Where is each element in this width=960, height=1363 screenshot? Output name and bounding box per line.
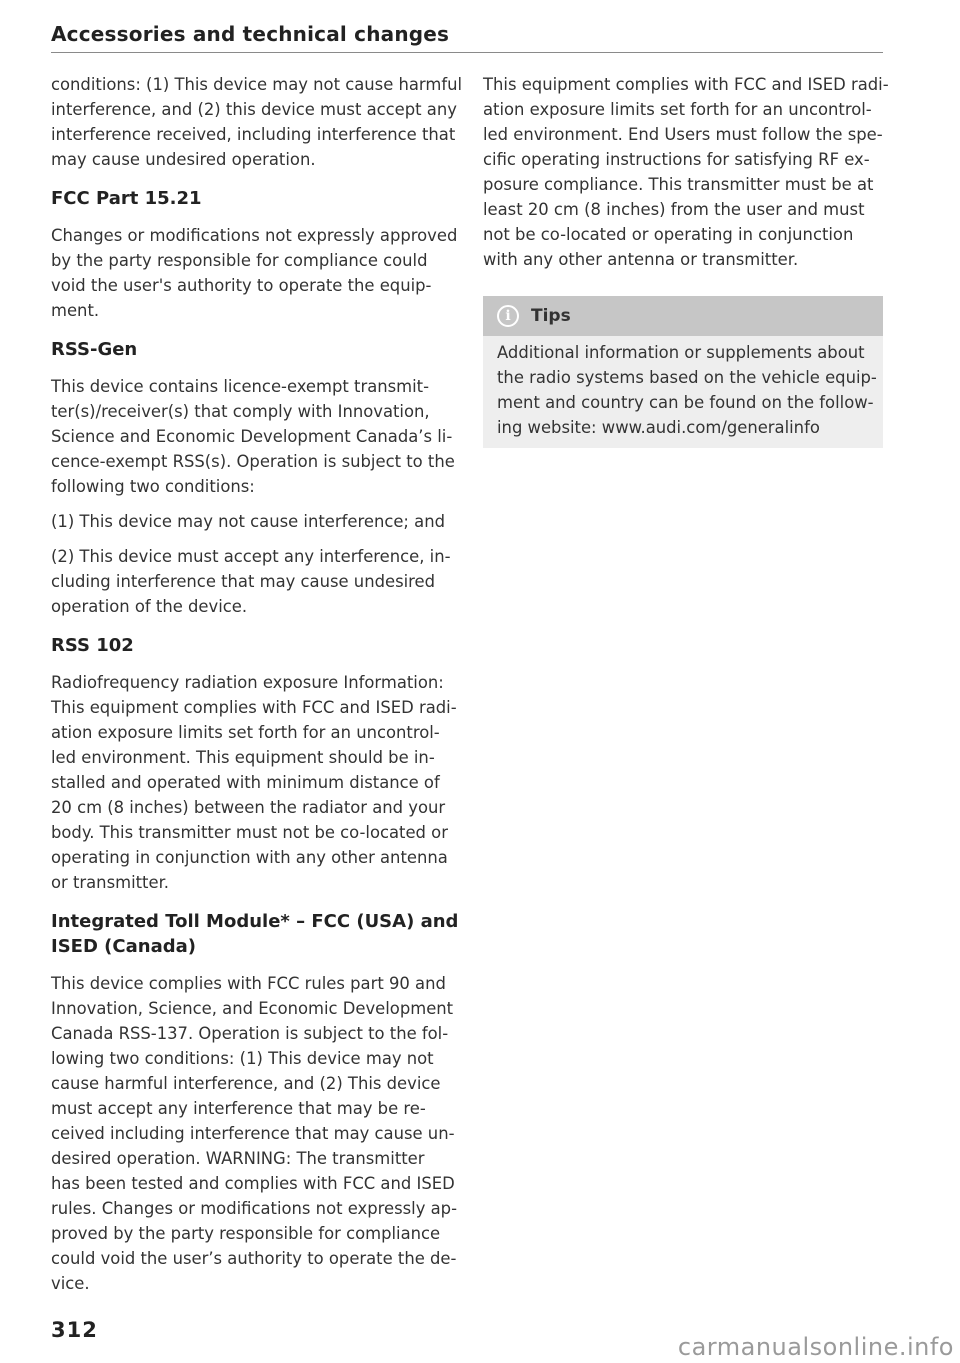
text-line: Innovation, Science, and Economic Development	[51, 999, 454, 1018]
text-line: RSS-Gen	[51, 339, 138, 360]
left-column	[51, 72, 463, 1306]
text-line: (1) This device may not cause interference; and	[51, 512, 445, 531]
tips-body	[483, 336, 883, 448]
text-line: proved by the party responsible for compliance	[51, 1224, 441, 1243]
text-line: Radiofrequency radiation exposure Information:	[51, 673, 444, 692]
text-line: vice.	[51, 1274, 90, 1293]
text-line: cluding interference that may cause undesired	[51, 572, 436, 591]
text-line: rules. Changes or modifications not expressly ap-	[51, 1199, 458, 1218]
text-line: RSS 102	[51, 635, 134, 656]
text-line: Science and Economic Development Canada’s li-	[51, 427, 453, 446]
right-column	[483, 72, 889, 448]
text-line: ceived including interference that may cause un-	[51, 1124, 455, 1143]
text-line: ter(s)/receiver(s) that comply with Innovation,	[51, 402, 430, 421]
paragraph	[51, 72, 463, 172]
text-line: FCC Part 15.21	[51, 188, 202, 209]
text-line: body. This transmitter must not be co-located or	[51, 823, 448, 842]
watermark: carmanualsonline.info	[677, 1333, 954, 1361]
text-line: (2) This device must accept any interference, in-	[51, 547, 451, 566]
text-line: ment.	[51, 301, 100, 320]
text-line: cause harmful interference, and (2) This device	[51, 1074, 441, 1093]
text-line: void the user's authority to operate the equip-	[51, 276, 432, 295]
text-line: led environment. End Users must follow the spe-	[483, 125, 883, 144]
text-line: operating in conjunction with any other antenna	[51, 848, 448, 867]
heading-rss-102	[51, 633, 451, 658]
text-line: stalled and operated with minimum distance of	[51, 773, 440, 792]
text-line: ation exposure limits set forth for an uncontrol-	[51, 723, 440, 742]
text-line: This device contains licence-exempt transmit-	[51, 377, 430, 396]
text-line: This equipment complies with FCC and ISED radi-	[51, 698, 457, 717]
text-line: 20 cm (8 inches) between the radiator and your	[51, 798, 446, 817]
text-line: This equipment complies with FCC and ISED radi-	[483, 75, 889, 94]
tips-label: Tips	[531, 306, 571, 326]
section-title: Accessories and technical changes	[51, 22, 450, 46]
text-line: Integrated Toll Module* – FCC (USA) and	[51, 911, 459, 932]
text-line: must accept any interference that may be re-	[51, 1099, 426, 1118]
text-line: with any other antenna or transmitter.	[483, 250, 799, 269]
text-line: ment and country can be found on the follow-	[497, 393, 874, 412]
text-line: the radio systems based on the vehicle equip-	[497, 368, 877, 387]
page-header	[51, 22, 883, 53]
paragraph	[51, 544, 451, 619]
text-line: Additional information or supplements about	[497, 343, 865, 362]
text-line: ation exposure limits set forth for an uncontrol-	[483, 100, 872, 119]
text-line: by the party responsible for compliance could	[51, 251, 428, 270]
text-line: lowing two conditions: (1) This device may not	[51, 1049, 434, 1068]
text-line: This device complies with FCC rules part 90 and	[51, 974, 446, 993]
text-line: ISED (Canada)	[51, 936, 196, 957]
heading-fcc-part-15-21	[51, 186, 451, 211]
tips-box	[483, 296, 883, 448]
text-line: may cause undesired operation.	[51, 150, 316, 169]
info-icon: i	[497, 305, 519, 327]
paragraph	[51, 670, 457, 895]
text-line: led environment. This equipment should be in-	[51, 748, 435, 767]
paragraph	[51, 374, 455, 499]
text-line: Canada RSS-137. Operation is subject to the fol-	[51, 1024, 449, 1043]
page-number: 312	[51, 1318, 98, 1342]
text-line: interference, and (2) this device must accept any	[51, 100, 457, 119]
heading-integrated-toll-module	[51, 909, 459, 959]
text-line: not be co-located or operating in conjunction	[483, 225, 854, 244]
text-line: following two conditions:	[51, 477, 255, 496]
paragraph	[51, 971, 458, 1296]
text-line: has been tested and complies with FCC and ISED	[51, 1174, 455, 1193]
text-line: posure compliance. This transmitter must be at	[483, 175, 874, 194]
text-line: ing website: www.audi.com/generalinfo	[497, 418, 820, 437]
text-line: or transmitter.	[51, 873, 170, 892]
tips-text	[497, 340, 877, 440]
heading-rss-gen	[51, 337, 451, 362]
text-line: operation of the device.	[51, 597, 248, 616]
text-line: desired operation. WARNING: The transmitter	[51, 1149, 425, 1168]
tips-header	[483, 296, 883, 336]
text-line: could void the user’s authority to operate the de-	[51, 1249, 457, 1268]
text-line: conditions: (1) This device may not cause harmful	[51, 75, 463, 94]
paragraph	[51, 223, 458, 323]
paragraph	[483, 72, 889, 272]
text-line: interference received, including interference that	[51, 125, 456, 144]
text-line: Changes or modifications not expressly approved	[51, 226, 458, 245]
text-line: least 20 cm (8 inches) from the user and must	[483, 200, 865, 219]
paragraph	[51, 509, 451, 534]
text-line: cence-exempt RSS(s). Operation is subject to the	[51, 452, 455, 471]
text-line: cific operating instructions for satisfying RF ex-	[483, 150, 870, 169]
